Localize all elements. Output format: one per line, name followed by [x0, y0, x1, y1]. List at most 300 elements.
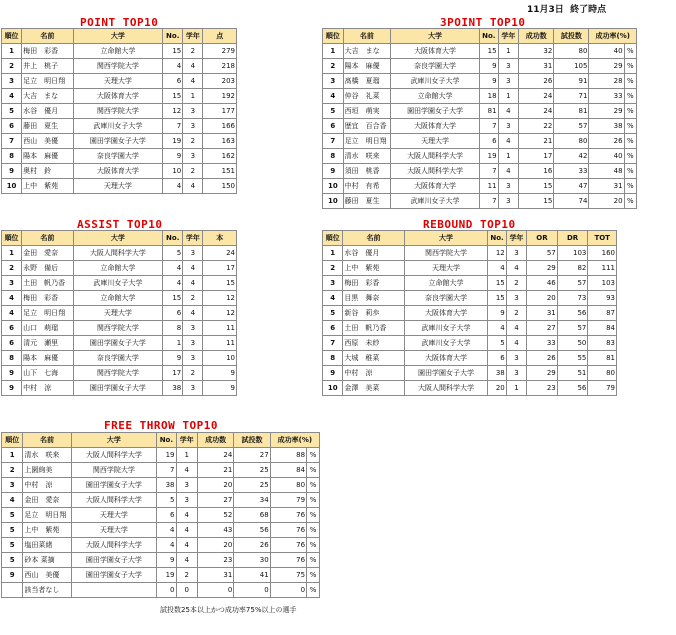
table-cell: 33 [554, 164, 589, 179]
table-row [2, 134, 237, 149]
column-header: 学年 [176, 433, 197, 448]
table-cell: 20 [527, 291, 558, 306]
table-row [2, 246, 237, 261]
table-row [323, 164, 637, 179]
column-header: OR [527, 231, 558, 246]
table-cell: 15 [488, 291, 506, 306]
column-header: TOT [588, 231, 617, 246]
table-cell: % [624, 59, 636, 74]
table-cell: 166 [203, 119, 237, 134]
table-cell: 20 [488, 381, 506, 396]
table-cell: 15 [203, 276, 237, 291]
column-header: 成功率(%) [270, 433, 319, 448]
table-cell: 12 [203, 306, 237, 321]
table-cell: 27 [234, 448, 270, 463]
table-cell: 奈良学園大学 [73, 351, 163, 366]
table-cell: 4 [2, 89, 22, 104]
table-row [323, 366, 617, 381]
table-cell: 山下 七海 [22, 366, 73, 381]
table-row [2, 74, 237, 89]
column-header: DR [557, 231, 588, 246]
table-cell: % [307, 508, 320, 523]
table-cell: 7 [479, 194, 498, 209]
table-cell: 22 [519, 119, 554, 134]
table-cell: 73 [557, 291, 588, 306]
table-cell: 5 [323, 104, 344, 119]
table-cell: 9 [2, 164, 22, 179]
table-cell: 84 [270, 463, 306, 478]
table-cell: 天理大学 [71, 508, 157, 523]
column-header: 学年 [506, 231, 526, 246]
column-header: 成功数 [519, 29, 554, 44]
table-cell: 土田 帆乃香 [22, 276, 73, 291]
column-header: 名前 [22, 231, 73, 246]
table-cell: 4 [183, 179, 203, 194]
table-cell: 27 [527, 321, 558, 336]
table-cell: 33 [589, 89, 624, 104]
table-cell: 10 [323, 194, 344, 209]
table-cell: 奈良学園大学 [73, 149, 163, 164]
table-cell: 56 [557, 306, 588, 321]
table-cell: 大阪人間科学大学 [404, 381, 488, 396]
table-cell: 3 [183, 104, 203, 119]
table-cell: 57 [554, 119, 589, 134]
table-cell: 1 [2, 448, 23, 463]
table-cell: % [624, 104, 636, 119]
header-row [323, 29, 637, 44]
table-cell: 砂本 菜摘 [23, 553, 71, 568]
table-cell: 大吉 まな [22, 89, 73, 104]
table-cell: 0 [197, 583, 233, 598]
table-cell: 24 [203, 246, 237, 261]
table-cell: 6 [2, 336, 22, 351]
table-cell: 84 [588, 321, 617, 336]
table-cell: 55 [557, 351, 588, 366]
table-cell: % [624, 194, 636, 209]
table-cell: 0 [270, 583, 306, 598]
column-header: 順位 [2, 29, 22, 44]
table-cell: 48 [589, 164, 624, 179]
table-cell: 76 [270, 508, 306, 523]
table-cell: 4 [163, 59, 183, 74]
table-cell: 3 [183, 381, 203, 396]
column-header: 名前 [343, 29, 391, 44]
table-cell: 7 [479, 164, 498, 179]
table-cell: 足立 明日翔 [343, 134, 391, 149]
table-cell: 6 [2, 119, 22, 134]
table-cell: 4 [163, 276, 183, 291]
table-cell: 山口 萌瑠 [22, 321, 73, 336]
table-cell: 46 [527, 276, 558, 291]
table-cell: 17 [163, 366, 183, 381]
table-cell: 15 [163, 44, 183, 59]
table-cell: 2 [183, 366, 203, 381]
free-throw-table [1, 432, 320, 598]
table-cell: 大阪人間科学大学 [73, 246, 163, 261]
table-cell: 梅田 彩香 [343, 276, 404, 291]
table-cell: 279 [203, 44, 237, 59]
table-cell: 4 [2, 291, 22, 306]
table-row [2, 568, 320, 583]
table-cell: 19 [157, 448, 176, 463]
table-cell: 9 [2, 366, 22, 381]
table-cell: 5 [2, 553, 23, 568]
column-header: 学年 [498, 29, 519, 44]
table-cell: 203 [203, 74, 237, 89]
table-cell: 3 [183, 321, 203, 336]
table-cell: 20 [197, 478, 233, 493]
table-cell: 26 [519, 74, 554, 89]
table-cell: 3 [183, 149, 203, 164]
table-cell: 29 [527, 366, 558, 381]
table-cell: 1 [176, 448, 197, 463]
table-row [2, 149, 237, 164]
table-cell: % [624, 179, 636, 194]
table-cell: 中村 有希 [343, 179, 391, 194]
table-cell: 192 [203, 89, 237, 104]
table-cell: 81 [479, 104, 498, 119]
column-header: 大学 [391, 29, 480, 44]
column-header: No. [163, 29, 183, 44]
table-cell: 38 [157, 478, 176, 493]
table-row [2, 104, 237, 119]
table-cell: 4 [506, 261, 526, 276]
table-cell: 15 [519, 194, 554, 209]
table-cell: 園田学園女子大学 [404, 366, 488, 381]
table-cell: 11 [203, 336, 237, 351]
table-cell: 奈良学園大学 [404, 291, 488, 306]
table-cell: 天理大学 [73, 306, 163, 321]
table-cell: % [307, 493, 320, 508]
table-cell: % [307, 448, 320, 463]
table-cell: 71 [554, 89, 589, 104]
table-cell: 8 [323, 149, 344, 164]
column-header: 成功数 [197, 433, 233, 448]
table-cell: 3 [2, 276, 22, 291]
table-cell: 27 [197, 493, 233, 508]
table-cell: 武庫川女子大学 [404, 336, 488, 351]
table-cell: 西山 美優 [23, 568, 71, 583]
table-cell: 4 [176, 463, 197, 478]
table-cell: 2 [183, 44, 203, 59]
table-cell: 103 [588, 276, 617, 291]
table-cell: 奈良学園大学 [391, 59, 480, 74]
table-cell: 5 [2, 508, 23, 523]
table-cell: 6 [323, 321, 343, 336]
table-cell: 塩田菜緒 [23, 538, 71, 553]
table-row [2, 276, 237, 291]
table-cell: % [307, 568, 320, 583]
table-cell: 足立 明日翔 [22, 74, 73, 89]
date-label: 11月3日 [527, 5, 564, 15]
table-cell: 髙橋 夏瑠 [343, 74, 391, 89]
table-cell: 3 [323, 276, 343, 291]
table-cell: 0 [176, 583, 197, 598]
table-cell: 上中 紫苑 [23, 523, 71, 538]
table-cell: 218 [203, 59, 237, 74]
table-cell: 2 [183, 134, 203, 149]
table-row [323, 291, 617, 306]
table-cell: 4 [176, 553, 197, 568]
table-cell: 歴宜 百合香 [343, 119, 391, 134]
table-cell: 3 [2, 478, 23, 493]
column-header: 名前 [343, 231, 404, 246]
table-cell: 6 [163, 74, 183, 89]
table-cell: 大阪人間科学大学 [391, 164, 480, 179]
three-point-table [322, 28, 637, 209]
table-cell: 57 [557, 276, 588, 291]
table-cell: 3 [506, 291, 526, 306]
table-cell: 3 [498, 194, 519, 209]
header-row [2, 29, 237, 44]
table-cell: 11 [203, 321, 237, 336]
table-cell: 57 [527, 246, 558, 261]
table-cell: 西原 未紗 [343, 336, 404, 351]
table-cell: 1 [498, 89, 519, 104]
table-cell: 33 [527, 336, 558, 351]
table-cell: 天理大学 [404, 261, 488, 276]
table-cell: 4 [183, 59, 203, 74]
table-cell: 3 [2, 74, 22, 89]
table-cell: 20 [197, 538, 233, 553]
table-row [2, 523, 320, 538]
table-row [323, 321, 617, 336]
table-cell: 52 [197, 508, 233, 523]
table-cell: 177 [203, 104, 237, 119]
table-row [2, 119, 237, 134]
column-header: No. [163, 231, 183, 246]
table-cell: 12 [203, 291, 237, 306]
table-cell: 天理大学 [391, 134, 480, 149]
table-cell: 56 [557, 381, 588, 396]
table-cell: 5 [157, 493, 176, 508]
table-cell: 7 [323, 336, 343, 351]
table-cell: 藤田 夏生 [343, 194, 391, 209]
table-cell: 金澤 美菜 [343, 381, 404, 396]
header-row [323, 231, 617, 246]
column-header: 大学 [71, 433, 157, 448]
table-cell: 29 [589, 104, 624, 119]
table-cell: % [307, 553, 320, 568]
table-cell: 9 [2, 568, 23, 583]
table-cell: 5 [323, 306, 343, 321]
table-cell: 大阪体育大学 [404, 306, 488, 321]
table-cell: 3 [498, 119, 519, 134]
table-cell: 2 [506, 306, 526, 321]
table-cell: 41 [234, 568, 270, 583]
table-cell: 8 [323, 351, 343, 366]
table-cell: 関西学院大学 [73, 59, 163, 74]
point-table [1, 28, 237, 194]
table-row [323, 381, 617, 396]
table-cell: 立命館大学 [391, 89, 480, 104]
table-cell: % [624, 74, 636, 89]
table-row [323, 134, 637, 149]
table-cell: 74 [554, 194, 589, 209]
table-row [2, 44, 237, 59]
table-cell: % [307, 478, 320, 493]
table-cell: % [624, 149, 636, 164]
table-row [323, 194, 637, 209]
table-cell: 3 [176, 478, 197, 493]
table-cell: 2 [183, 291, 203, 306]
table-cell: % [307, 538, 320, 553]
header-row [2, 231, 237, 246]
table-cell: 80 [554, 44, 589, 59]
table-cell: 大阪人間科学大学 [71, 493, 157, 508]
table-cell: 園田学園女子大学 [71, 553, 157, 568]
table-cell: 56 [234, 523, 270, 538]
table-cell: 51 [557, 366, 588, 381]
table-cell: 仲谷 礼菜 [343, 89, 391, 104]
table-cell: 大阪体育大学 [73, 164, 163, 179]
table-cell: 5 [163, 246, 183, 261]
table-cell: 3 [183, 119, 203, 134]
table-cell: 57 [557, 321, 588, 336]
table-cell: 2 [323, 261, 343, 276]
table-cell: 76 [270, 553, 306, 568]
table-cell: 38 [163, 381, 183, 396]
table-cell: 9 [203, 366, 237, 381]
table-cell: 18 [479, 89, 498, 104]
table-cell: 32 [519, 44, 554, 59]
table-cell: 1 [498, 44, 519, 59]
table-cell: 上中 紫苑 [22, 179, 73, 194]
table-cell: 151 [203, 164, 237, 179]
table-row [2, 89, 237, 104]
table-cell: 4 [506, 336, 526, 351]
table-cell: 天理大学 [73, 179, 163, 194]
table-cell: % [624, 89, 636, 104]
table-cell: 9 [163, 149, 183, 164]
table-cell: 9 [479, 74, 498, 89]
table-cell: 2 [506, 276, 526, 291]
table-row [2, 381, 237, 396]
table-row [323, 276, 617, 291]
table-cell: 金田 愛奈 [22, 246, 73, 261]
table-cell: 111 [588, 261, 617, 276]
column-header: No. [488, 231, 506, 246]
table-row [323, 149, 637, 164]
assist-title: ASSIST TOP10 [77, 218, 163, 231]
table-cell: 6 [479, 134, 498, 149]
table-cell: 上園絢美 [23, 463, 71, 478]
table-cell: 68 [234, 508, 270, 523]
table-cell: 91 [554, 74, 589, 89]
table-cell: 3 [323, 74, 344, 89]
column-header: 名前 [23, 433, 71, 448]
table-cell: 10 [323, 179, 344, 194]
table-cell: 80 [554, 134, 589, 149]
table-cell: 34 [234, 493, 270, 508]
table-cell: 5 [2, 104, 22, 119]
table-cell: 関西学院大学 [73, 104, 163, 119]
table-cell: 大阪人間科学大学 [391, 149, 480, 164]
table-cell: 160 [588, 246, 617, 261]
report-date [527, 2, 606, 15]
table-cell: 17 [203, 261, 237, 276]
table-cell: 24 [519, 104, 554, 119]
table-cell: 103 [557, 246, 588, 261]
table-cell: 立命館大学 [73, 291, 163, 306]
table-cell: 2 [2, 59, 22, 74]
rebound-table [322, 230, 617, 396]
table-cell: 井上 桃子 [22, 59, 73, 74]
table-cell: 20 [589, 194, 624, 209]
column-header: 学年 [183, 231, 203, 246]
table-cell: 162 [203, 149, 237, 164]
column-header: 大学 [404, 231, 488, 246]
table-cell: 12 [488, 246, 506, 261]
table-cell: 29 [527, 261, 558, 276]
table-cell: 25 [234, 463, 270, 478]
table-cell: 大吉 まな [343, 44, 391, 59]
table-cell: 29 [589, 59, 624, 74]
table-cell: 4 [176, 523, 197, 538]
table-cell: 水谷 優月 [343, 246, 404, 261]
table-cell: 4 [498, 134, 519, 149]
table-cell: 8 [2, 149, 22, 164]
table-cell: 4 [183, 306, 203, 321]
point-title: POINT TOP10 [80, 16, 159, 29]
table-cell: 19 [163, 134, 183, 149]
table-cell: 12 [163, 104, 183, 119]
table-cell: 藤田 夏生 [22, 119, 73, 134]
table-cell: 陽本 麻優 [22, 351, 73, 366]
table-cell: 7 [2, 134, 22, 149]
table-cell: 大阪体育大学 [391, 44, 480, 59]
table-row [2, 538, 320, 553]
table-cell: 4 [163, 179, 183, 194]
table-cell: 永野 備后 [22, 261, 73, 276]
table-cell: 関西学院大学 [71, 463, 157, 478]
table-cell: 9 [157, 553, 176, 568]
table-cell: 4 [176, 508, 197, 523]
table-cell: 該当者なし [23, 583, 71, 598]
table-cell: 15 [163, 291, 183, 306]
table-cell: 9 [203, 381, 237, 396]
table-cell: 9 [323, 366, 343, 381]
table-cell: 80 [270, 478, 306, 493]
table-cell: 23 [197, 553, 233, 568]
table-cell: 4 [488, 261, 506, 276]
table-cell [2, 583, 23, 598]
table-cell: % [307, 463, 320, 478]
table-cell: 6 [163, 306, 183, 321]
table-cell: 武庫川女子大学 [404, 321, 488, 336]
table-cell: 26 [234, 538, 270, 553]
table-cell: 清水 咲来 [23, 448, 71, 463]
column-header: 順位 [2, 433, 23, 448]
column-header: 点 [203, 29, 237, 44]
table-cell: 26 [589, 134, 624, 149]
table-cell: 奥村 鈴 [22, 164, 73, 179]
table-cell: 9 [2, 381, 22, 396]
table-cell: 3 [506, 366, 526, 381]
table-cell: 4 [176, 538, 197, 553]
table-cell: 6 [2, 321, 22, 336]
table-cell: 7 [157, 463, 176, 478]
table-cell: 新谷 莉歩 [343, 306, 404, 321]
table-cell: 3 [183, 336, 203, 351]
column-header: 試投数 [554, 29, 589, 44]
table-cell: 9 [323, 164, 344, 179]
table-cell: 中村 涼 [23, 478, 71, 493]
table-cell: 中村 涼 [22, 381, 73, 396]
three-point-title: 3POINT TOP10 [440, 16, 526, 29]
table-cell: 4 [2, 306, 22, 321]
table-cell: 3 [498, 179, 519, 194]
